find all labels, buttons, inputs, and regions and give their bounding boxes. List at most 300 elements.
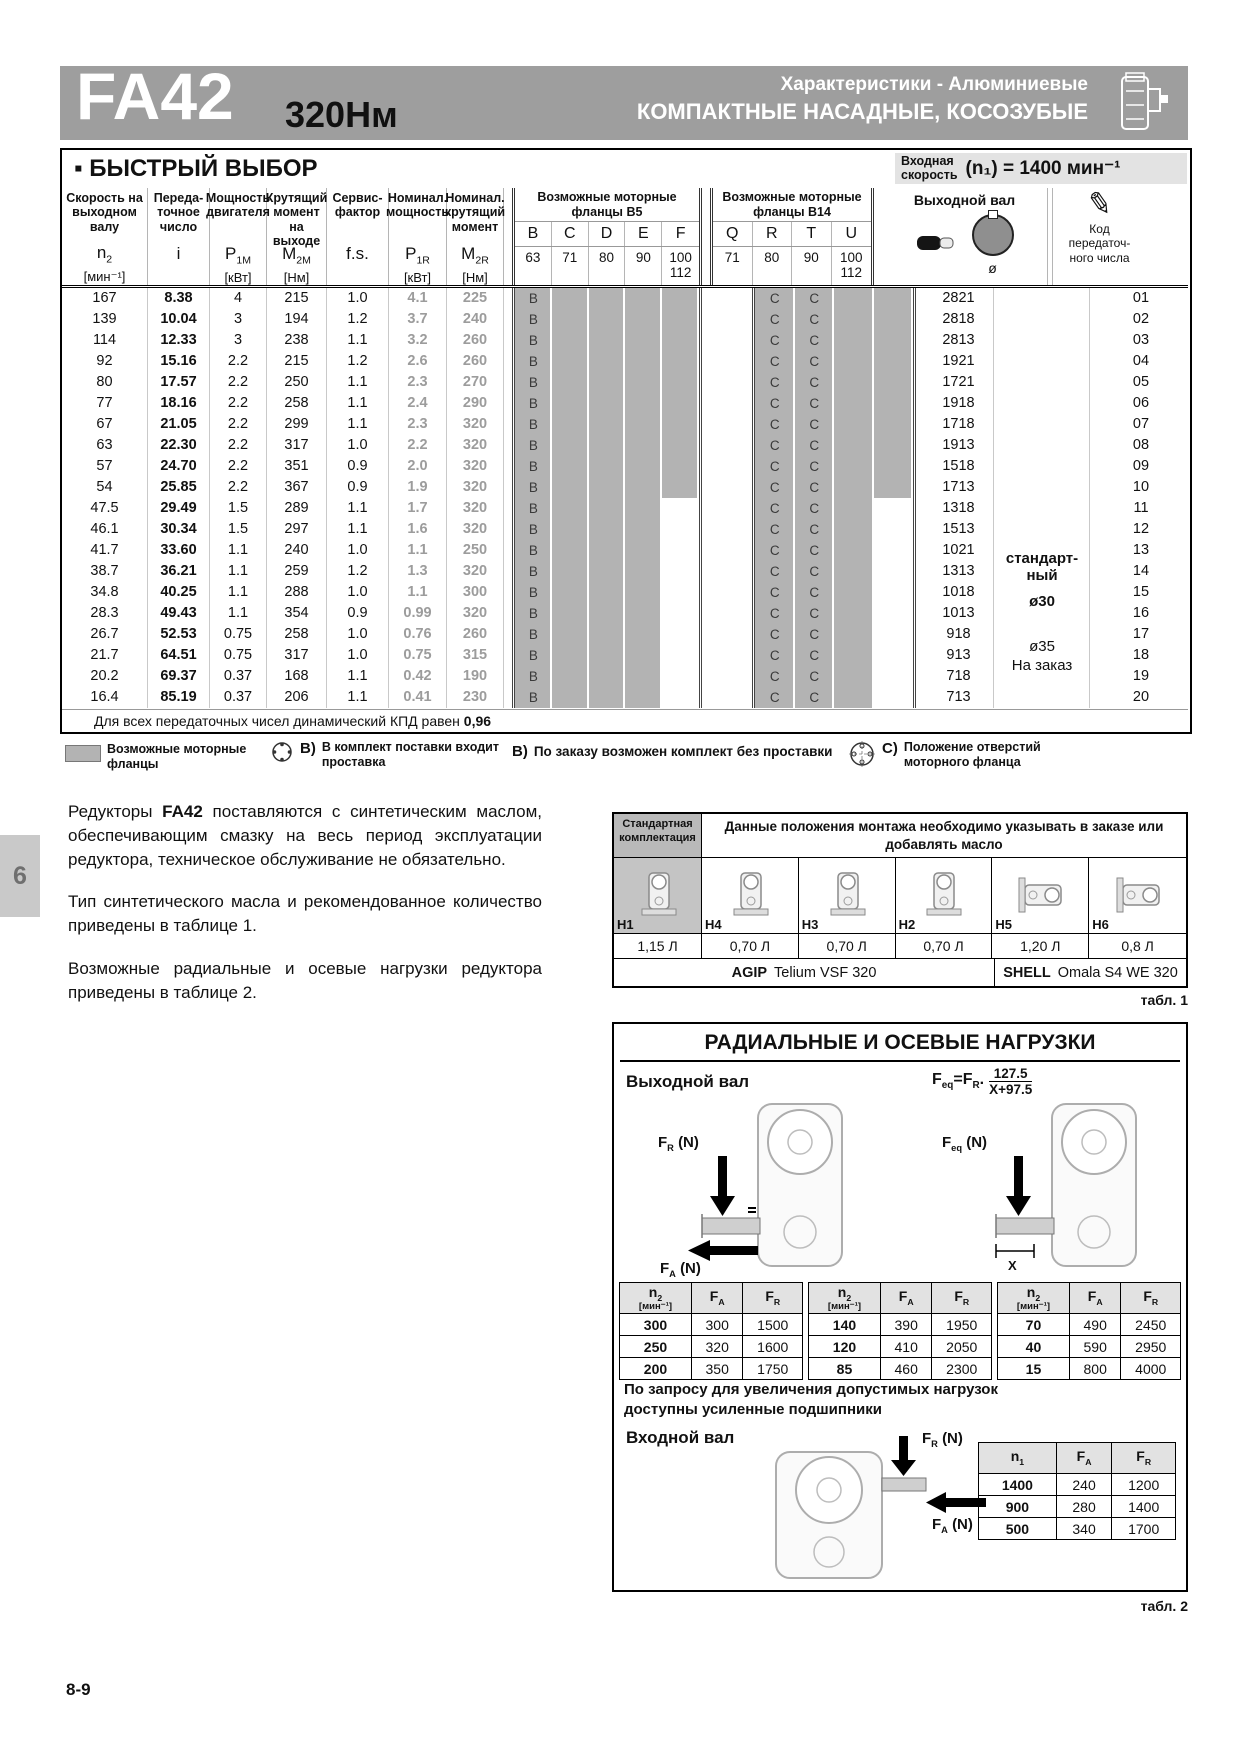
oil-quantity-cell: 1,20 Л <box>992 934 1089 959</box>
flange-b14-cells <box>752 519 916 540</box>
flange-cell: C <box>795 288 835 309</box>
flange-cell: C <box>795 393 835 414</box>
cell: 1.0 <box>327 540 389 561</box>
cell: 1.6 <box>389 519 447 540</box>
output-load-tables <box>619 1282 1181 1380</box>
cell: 2.2 <box>210 393 267 414</box>
cell: 0.37 <box>210 666 267 687</box>
flange-cell: C <box>795 309 835 330</box>
flange-b14-cells <box>752 414 916 435</box>
table-row <box>62 393 1188 414</box>
flange-cell: B <box>515 540 552 561</box>
cell: 225 <box>447 288 504 309</box>
flange-cell: C <box>755 519 795 540</box>
legend-spacer-included: B) В комплект поставки входит проставка <box>270 740 499 770</box>
flange-cell <box>874 330 914 351</box>
column-header-p1r: Номинал. мощность $P_{1R}$ [кВт] <box>389 188 447 285</box>
cell: 139 <box>62 309 148 330</box>
flange-cell <box>625 687 662 708</box>
cell: 67 <box>62 414 148 435</box>
flange-cell <box>552 624 589 645</box>
cell: 64.51 <box>148 645 210 666</box>
flange-cell: C <box>795 666 835 687</box>
cell: 114 <box>62 330 148 351</box>
flange-cell <box>552 561 589 582</box>
output-shaft-label: Выходной вал <box>626 1072 750 1091</box>
cell: 250 <box>267 372 327 393</box>
input-fr-label: $F_R$ (N) <box>922 1430 963 1449</box>
flange-cell <box>874 582 914 603</box>
output-shaft-header: Выходной вал ø <box>882 188 1048 285</box>
cell-shaft <box>994 309 1090 330</box>
header-cell: 80 <box>753 247 793 285</box>
flange-cell: B <box>515 435 552 456</box>
cell: 297 <box>267 519 327 540</box>
cell-output-code: 1918 <box>924 393 994 414</box>
flange-cell: C <box>755 372 795 393</box>
flange-cell <box>874 477 914 498</box>
flange-cell <box>662 624 699 645</box>
flange-cell <box>589 372 626 393</box>
flange-cell: C <box>755 561 795 582</box>
paragraph-table2-ref: Возможные радиальные и осевые нагрузки редуктора приведены в таблице 2. <box>68 958 542 1002</box>
flange-cell: C <box>755 582 795 603</box>
cell-output-code: 1713 <box>924 477 994 498</box>
feq-label: $F_{eq}$ (N) <box>942 1134 988 1153</box>
flange-cell <box>589 666 626 687</box>
input-load-diagram <box>694 1424 994 1589</box>
flange-cell: C <box>755 666 795 687</box>
cell: 1.1 <box>389 540 447 561</box>
flange-cell <box>625 582 662 603</box>
flange-cell <box>834 309 874 330</box>
header-cell: C <box>552 222 589 246</box>
cell-ratio-code: 16 <box>1132 605 1150 621</box>
flange-cell <box>625 435 662 456</box>
flange-b5-cells <box>512 687 702 708</box>
cell: 320 <box>447 603 504 624</box>
header-subtitle <box>637 74 1088 125</box>
cell: 2.2 <box>210 351 267 372</box>
header-n2: $n_2$ [мин⁻¹] <box>620 1283 692 1314</box>
cell: 1.0 <box>327 288 389 309</box>
cell: 320 <box>447 456 504 477</box>
flange-cell <box>625 603 662 624</box>
mounting-position-cell <box>614 858 702 934</box>
header-cell: 80 <box>589 247 626 285</box>
cell: 3.7 <box>389 309 447 330</box>
load-row: 1400 240 1200 <box>979 1474 1176 1496</box>
load-row: 15 800 4000 <box>998 1358 1181 1380</box>
flange-b14-cells <box>752 603 916 624</box>
flange-cell: B <box>515 414 552 435</box>
flange-cell: C <box>795 414 835 435</box>
flange-cell: C <box>795 687 835 708</box>
flange-cell <box>662 372 699 393</box>
cell: 1.1 <box>327 393 389 414</box>
column-header-m2m: Крутящий момент на выходе $M_{2M}$ [Нм] <box>267 188 327 285</box>
cell: 1.7 <box>389 498 447 519</box>
load-row: 500 340 1700 <box>979 1518 1176 1540</box>
flange-cell: B <box>515 561 552 582</box>
cell: 80 <box>62 372 148 393</box>
flange-cell <box>834 351 874 372</box>
cell: 0.9 <box>327 603 389 624</box>
cell-output-code: 1513 <box>924 519 994 540</box>
header-cell: 90 <box>625 247 662 285</box>
cell: 367 <box>267 477 327 498</box>
table-row <box>62 456 1188 477</box>
flange-b5-cells <box>512 582 702 603</box>
flange-cell <box>552 666 589 687</box>
header-fr: $F_R$ <box>1121 1283 1181 1314</box>
flange-cell: B <box>515 330 552 351</box>
table-row <box>62 288 1188 309</box>
mounting-position-label: H4 <box>705 917 722 933</box>
flange-cell <box>625 456 662 477</box>
cell: 2.6 <box>389 351 447 372</box>
flange-cell <box>874 351 914 372</box>
cell: 317 <box>267 645 327 666</box>
cell-shaft <box>994 498 1090 519</box>
flange-cell <box>874 687 914 708</box>
table-row <box>62 414 1188 435</box>
cell: 36.21 <box>148 561 210 582</box>
cell: 0.75 <box>389 645 447 666</box>
flange-cell <box>874 435 914 456</box>
flange-cell <box>552 519 589 540</box>
ratio-code-header: ✎ Код передаточ- ного числа <box>1052 188 1146 285</box>
mounting-position-label: H5 <box>995 917 1013 933</box>
cell: 2.2 <box>210 372 267 393</box>
section-tab: 6 <box>0 835 40 917</box>
flange-cell <box>662 498 699 519</box>
flange-b14-cells <box>752 372 916 393</box>
flange-cell <box>552 645 589 666</box>
mounting-position-cell <box>992 858 1089 934</box>
cell-output-code: 918 <box>924 624 994 645</box>
cell: 250 <box>447 540 504 561</box>
flange-cell <box>834 519 874 540</box>
flange-b5-cells <box>512 351 702 372</box>
cell: 1.1 <box>327 372 389 393</box>
cell: 168 <box>267 666 327 687</box>
cell: 290 <box>447 393 504 414</box>
cell-output-code: 2818 <box>924 309 994 330</box>
flange-b5-cells <box>512 414 702 435</box>
cell-shaft <box>994 435 1090 456</box>
flange-cell <box>589 645 626 666</box>
header-cell: Q <box>713 222 753 246</box>
cell: 0.9 <box>327 456 389 477</box>
flange-cell: C <box>795 582 835 603</box>
flange-cell <box>552 456 589 477</box>
flange-cell <box>552 414 589 435</box>
legend-flanges: Возможные моторные фланцы <box>65 742 246 772</box>
cell: 1.2 <box>327 351 389 372</box>
cell: 1.1 <box>327 666 389 687</box>
header-line2: КОМПАКТНЫЕ НАСАДНЫЕ, КОСОЗУБЫЕ <box>636 99 1088 124</box>
load-row: 40 590 2950 <box>998 1336 1181 1358</box>
cell: 92 <box>62 351 148 372</box>
cell: 240 <box>447 309 504 330</box>
header-cell: T <box>792 222 832 246</box>
column-header-ratio: Переда- точное число i <box>148 188 210 285</box>
oil-quantity-row <box>614 934 1186 959</box>
flange-cell <box>625 540 662 561</box>
flange-cell <box>662 456 699 477</box>
header-fr: $F_R$ <box>1112 1443 1176 1474</box>
flange-holes-icon <box>848 740 876 773</box>
flange-cell: C <box>755 603 795 624</box>
cell: 15.16 <box>148 351 210 372</box>
shell-oil: SHELL Omala S4 WE 320 <box>1003 964 1178 981</box>
flange-cell <box>874 309 914 330</box>
input-fa-label: $F_A$ (N) <box>932 1516 973 1535</box>
quick-table-header <box>62 188 1188 288</box>
cell: 3.2 <box>389 330 447 351</box>
cell: 0.99 <box>389 603 447 624</box>
cell: 1.1 <box>210 561 267 582</box>
flange-cell <box>874 603 914 624</box>
oil-quantity-cell: 0,70 Л <box>799 934 896 959</box>
flange-cell <box>589 561 626 582</box>
load-table <box>808 1282 992 1380</box>
cell-output-code: 1921 <box>924 351 994 372</box>
cell: 0.41 <box>389 687 447 708</box>
standard-配-corner: Стандартная комплектация <box>614 814 702 858</box>
flange-cell <box>589 687 626 708</box>
flange-cell: C <box>795 330 835 351</box>
load-row: 250 320 1600 <box>620 1336 803 1358</box>
flange-b14-header: Возможные моторные фланцы B14 Q R T U 71 80 90 100 112 <box>710 188 874 285</box>
flange-b5-cells <box>512 603 702 624</box>
fr-label: $F_R$ (N) <box>658 1134 699 1153</box>
flange-cell <box>552 603 589 624</box>
flange-cell <box>834 456 874 477</box>
header-n2: $n_2$ [мин⁻¹] <box>809 1283 881 1314</box>
output-shaft-diameter-icon: ø <box>972 214 1014 276</box>
flange-cell <box>874 414 914 435</box>
cell: 320 <box>447 498 504 519</box>
cell: 16.4 <box>62 687 148 708</box>
cell: 2.2 <box>389 435 447 456</box>
flange-cell <box>589 456 626 477</box>
flange-cell <box>625 372 662 393</box>
cell: 63 <box>62 435 148 456</box>
cell: 34.8 <box>62 582 148 603</box>
cell-output-code: 1021 <box>924 540 994 561</box>
flange-b14-cells <box>752 666 916 687</box>
cell: 300 <box>447 582 504 603</box>
mounting-oil-table <box>612 812 1188 988</box>
cell-output-code: 2821 <box>924 288 994 309</box>
fa-label: $F_A$ (N) <box>660 1260 701 1279</box>
cell: 215 <box>267 351 327 372</box>
flange-cell <box>552 582 589 603</box>
cell-ratio-code: 10 <box>1132 479 1150 495</box>
cell: 0.75 <box>210 624 267 645</box>
header-cell: 63 <box>515 247 552 285</box>
flange-cell <box>589 288 626 309</box>
cell: 47.5 <box>62 498 148 519</box>
cell: 85.19 <box>148 687 210 708</box>
cell: 194 <box>267 309 327 330</box>
load-row: 300 300 1500 <box>620 1314 803 1336</box>
cell-shaft <box>994 393 1090 414</box>
flange-cell: C <box>795 498 835 519</box>
flange-cell: C <box>795 561 835 582</box>
flange-cell: C <box>795 477 835 498</box>
cell: 288 <box>267 582 327 603</box>
flange-cell <box>834 414 874 435</box>
cell: 4.1 <box>389 288 447 309</box>
flange-b14-cells <box>752 309 916 330</box>
cell-shaft <box>994 477 1090 498</box>
flange-cell <box>834 498 874 519</box>
cell: 2.2 <box>210 435 267 456</box>
cell-ratio-code: 13 <box>1132 542 1150 558</box>
cell-output-code: 1013 <box>924 603 994 624</box>
cell-shaft <box>994 351 1090 372</box>
mounting-position-label: H2 <box>898 917 916 933</box>
load-row: 200 350 1750 <box>620 1358 803 1380</box>
flange-b5-cells <box>512 288 702 309</box>
mounting-position-row <box>614 858 1186 934</box>
flange-cell: C <box>755 624 795 645</box>
load-row: 900 280 1400 <box>979 1496 1176 1518</box>
cell: 1.0 <box>327 435 389 456</box>
cell-shaft <box>994 372 1090 393</box>
cell: 1.1 <box>327 414 389 435</box>
flange-b5-cells <box>512 393 702 414</box>
cell-output-code: 2813 <box>924 330 994 351</box>
flange-cell <box>662 435 699 456</box>
flange-cell: C <box>755 330 795 351</box>
flange-cell <box>874 372 914 393</box>
flange-cell <box>834 561 874 582</box>
flange-b5-cells <box>512 477 702 498</box>
cell-shaft <box>994 519 1090 540</box>
flange-cell: B <box>515 456 552 477</box>
cell: 1.5 <box>210 519 267 540</box>
table-row <box>62 309 1188 330</box>
cell: 21.05 <box>148 414 210 435</box>
header-cell: 71 <box>552 247 589 285</box>
header-cell: F <box>675 225 686 242</box>
oil-quantity-cell: 0,70 Л <box>896 934 993 959</box>
cell: 260 <box>447 330 504 351</box>
flange-cell: B <box>515 477 552 498</box>
cell: 320 <box>447 477 504 498</box>
cell: 1.1 <box>327 519 389 540</box>
flange-cell: C <box>795 456 835 477</box>
table1-caption: табл. 1 <box>1140 992 1188 1008</box>
flange-b5-cells <box>512 645 702 666</box>
output-shaft-note: стандарт- ный ø30 ø35 На заказ <box>1005 550 1079 674</box>
cell: 2.4 <box>389 393 447 414</box>
table-row <box>62 435 1188 456</box>
cell: 4 <box>210 288 267 309</box>
cell: 299 <box>267 414 327 435</box>
column-header-p1m: Мощность двигателя $P_{1M}$ [кВт] <box>210 188 267 285</box>
cell-ratio-code: 01 <box>1132 290 1150 306</box>
cell: 25.85 <box>148 477 210 498</box>
oil-brand-row <box>614 959 1186 986</box>
flange-b14-cells <box>752 456 916 477</box>
flange-cell: B <box>515 393 552 414</box>
flange-b5-cells <box>512 666 702 687</box>
cell: 1.1 <box>210 582 267 603</box>
cell-output-code: 1721 <box>924 372 994 393</box>
table-row <box>62 519 1188 540</box>
cell: 46.1 <box>62 519 148 540</box>
b14-size-row <box>713 247 871 285</box>
flange-cell <box>662 603 699 624</box>
flange-b14-cells <box>752 288 916 309</box>
flange-cell <box>874 645 914 666</box>
flange-cell <box>552 498 589 519</box>
cell: 54 <box>62 477 148 498</box>
cell: 315 <box>447 645 504 666</box>
header-fa: $F_A$ <box>1069 1283 1121 1314</box>
flange-cell <box>662 309 699 330</box>
cell: 69.37 <box>148 666 210 687</box>
cell: 1.1 <box>327 498 389 519</box>
mounting-position-label: H1 <box>617 917 634 933</box>
cell: 1.1 <box>389 582 447 603</box>
cell: 1.0 <box>327 645 389 666</box>
flange-cell: C <box>795 372 835 393</box>
flange-cell <box>874 519 914 540</box>
cell-output-code: 1313 <box>924 561 994 582</box>
cell-ratio-code: 14 <box>1132 563 1150 579</box>
column-header-fs: Сервис- фактор f.s. <box>327 188 389 285</box>
cell-output-code: 1318 <box>924 498 994 519</box>
flange-cell <box>589 582 626 603</box>
cell-ratio-code: 11 <box>1133 500 1149 516</box>
flange-cell <box>589 624 626 645</box>
flange-cell <box>874 456 914 477</box>
flange-b5-header: Возможные моторные фланцы B5 B C D E F 63 71 80 90 100 112 <box>512 188 702 285</box>
table-legend <box>60 740 1188 790</box>
loads-title: РАДИАЛЬНЫЕ И ОСЕВЫЕ НАГРУЗКИ <box>620 1024 1180 1062</box>
header-fa: $F_A$ <box>1056 1443 1112 1474</box>
flange-cell <box>662 582 699 603</box>
table-row <box>62 330 1188 351</box>
flange-b5-cells <box>512 435 702 456</box>
quick-selection-table <box>60 148 1192 734</box>
flange-cell: C <box>755 309 795 330</box>
b5-size-row <box>515 247 699 285</box>
flange-b14-cells <box>752 645 916 666</box>
input-speed-box <box>895 153 1187 184</box>
cell: 230 <box>447 687 504 708</box>
flange-cell: B <box>515 645 552 666</box>
gray-swatch-icon <box>65 745 101 762</box>
flange-cell <box>625 624 662 645</box>
cell: 41.7 <box>62 540 148 561</box>
flange-cell <box>834 582 874 603</box>
flange-b5-cells <box>512 624 702 645</box>
flange-cell: B <box>515 603 552 624</box>
flange-cell <box>834 624 874 645</box>
input-speed-value: (n₁) = 1400 мин⁻¹ <box>965 158 1121 179</box>
flange-cell: C <box>755 498 795 519</box>
flange-b14-cells <box>752 351 916 372</box>
quick-selection-title: ▪ БЫСТРЫЙ ВЫБОР <box>74 155 318 182</box>
flange-cell: C <box>755 477 795 498</box>
